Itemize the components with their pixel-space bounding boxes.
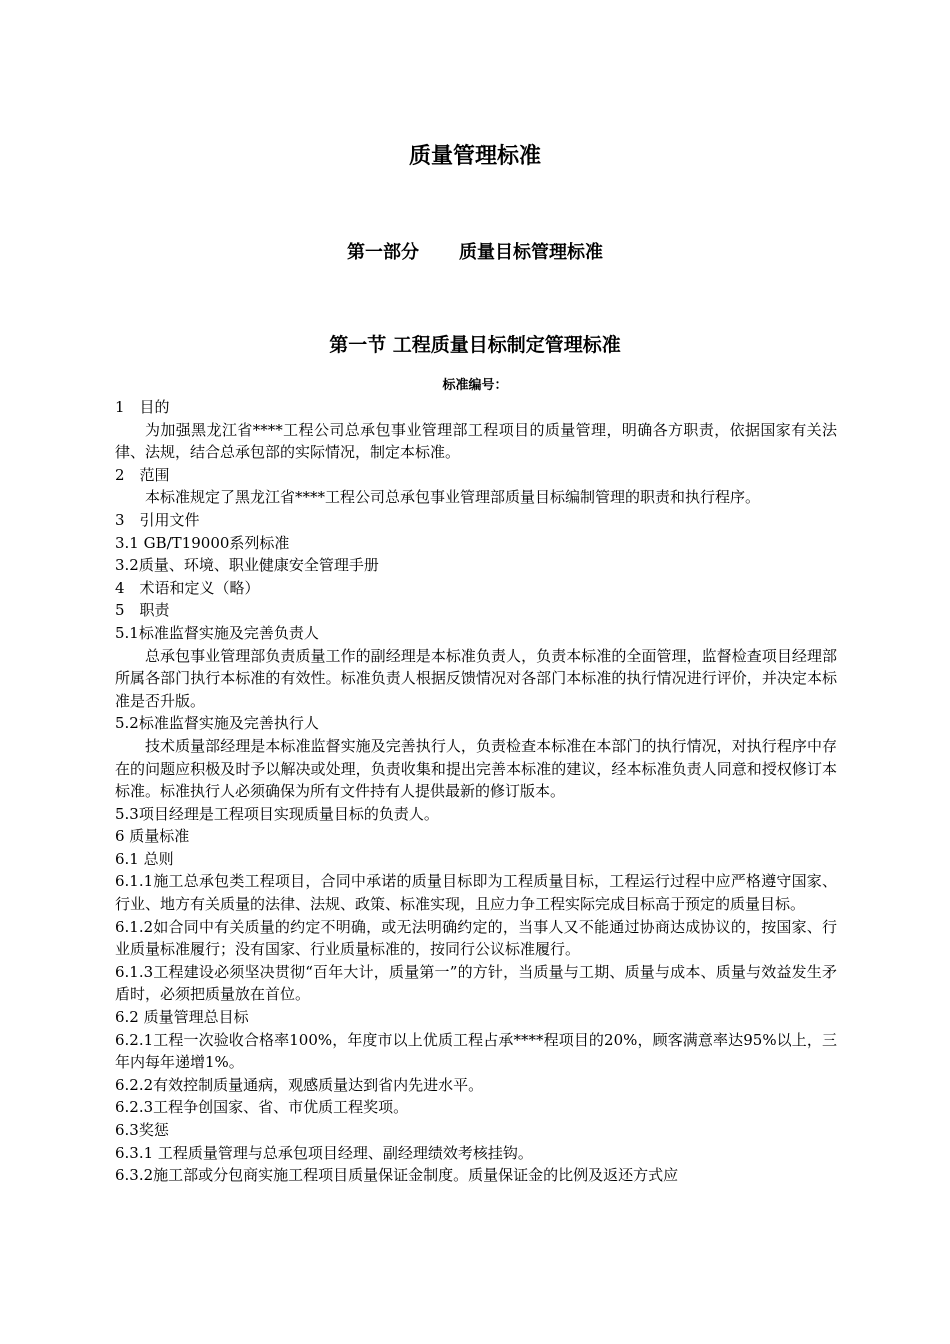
standard-number-label: 标准编号： xyxy=(442,378,508,393)
body-paragraph: 1 目的 xyxy=(115,398,170,416)
body-paragraph: 6.1.1施工总承包类工程项目，合同中承诺的质量目标即为工程质量目标，工程运行过程中应严格遵守国家、行业、地方有关质量的法律、法规、政策、标准实现，且应力争工程实际完成目标高于预定的质量目标。 xyxy=(115,872,837,914)
body-paragraph: 6.3奖惩 xyxy=(115,1121,169,1139)
part-name: 质量目标管理标准 xyxy=(459,242,603,263)
body-paragraph: 6.1.2如合同中有关质量的约定不明确，或无法明确约定的，当事人又不能通过协商达成协议的，按国家、行业质量标准履行；没有国家、行业质量标准的，按同行公议标准履行。 xyxy=(115,917,837,959)
part-number: 第一部分 xyxy=(347,242,419,263)
body-paragraph: 5.1标准监督实施及完善负责人 xyxy=(115,623,319,642)
body-paragraph: 6.1.3工程建设必须坚决贯彻“百年大计，质量第一”的方针，当质量与工期、质量与成本、质量与效益发生矛盾时，必须把质量放在首位。 xyxy=(115,962,837,1004)
body-paragraph: 5.3项目经理是工程项目实现质量目标的负责人。 xyxy=(115,804,439,823)
document-title: 质量管理标准 xyxy=(408,144,541,169)
body-paragraph: 3.1 GB/T19000系列标准 xyxy=(115,533,290,552)
body-paragraph: 3 引用文件 xyxy=(115,510,200,529)
body-paragraph: 6.1 总则 xyxy=(115,849,174,868)
body-paragraph: 6 质量标准 xyxy=(115,827,190,846)
body-paragraph: 6.2.3工程争创国家、省、市优质工程奖项。 xyxy=(115,1098,409,1117)
section-heading: 第一节 工程质量目标制定管理标准 xyxy=(329,334,621,356)
body-paragraph: 6.2.1工程一次验收合格率100%，年度市以上优质工程占承****程项目的20%，顾客满意率达95%以上，三年内每年递增1%。 xyxy=(115,1030,837,1072)
body-paragraph: 总承包事业管理部负责质量工作的副经理是本标准负责人，负责本标准的全面管理，监督检查项目经理部所属各部门执行本标准的有效性。标准负责人根据反馈情况对各部门本标准的执行情况进行评价，并决定本标准是否升版。 xyxy=(115,646,837,710)
part-heading xyxy=(0,240,950,266)
body-paragraph: 技术质量部经理是本标准监督实施及完善执行人，负责检查本标准在本部门的执行情况，对执行程序中存在的问题应积极及时予以解决或处理，负责收集和提出完善本标准的建议，经本标准负责人同意和授权修订本标准。标准执行人必须确保为所有文件持有人提供最新的修订版本。 xyxy=(115,736,837,801)
body-paragraph: 6.2.2有效控制质量通病，观感质量达到省内先进水平。 xyxy=(115,1075,484,1094)
body-paragraph: 为加强黑龙江省****工程公司总承包事业管理部工程项目的质量管理，明确各方职责，依据国家有关法律、法规，结合总承包部的实际情况，制定本标准。 xyxy=(115,420,837,462)
body-paragraph: 6.2 质量管理总目标 xyxy=(115,1008,249,1027)
body-paragraph: 6.3.2施工部或分包商实施工程项目质量保证金制度。质量保证金的比例及返还方式应 xyxy=(115,1166,679,1185)
body-paragraph: 3.2质量、环境、职业健康安全管理手册 xyxy=(115,556,379,575)
body-paragraph: 5.2标准监督实施及完善执行人 xyxy=(115,714,319,733)
body-paragraph: 6.3.1 工程质量管理与总承包项目经理、副经理绩效考核挂钩。 xyxy=(115,1143,533,1162)
document-body xyxy=(115,396,837,1187)
body-paragraph: 本标准规定了黑龙江省****工程公司总承包事业管理部质量目标编制管理的职责和执行程序。 xyxy=(145,488,761,507)
body-paragraph: 5 职责 xyxy=(115,601,170,620)
body-paragraph: 2 范围 xyxy=(115,465,170,484)
body-paragraph: 4 术语和定义（略） xyxy=(115,578,260,597)
